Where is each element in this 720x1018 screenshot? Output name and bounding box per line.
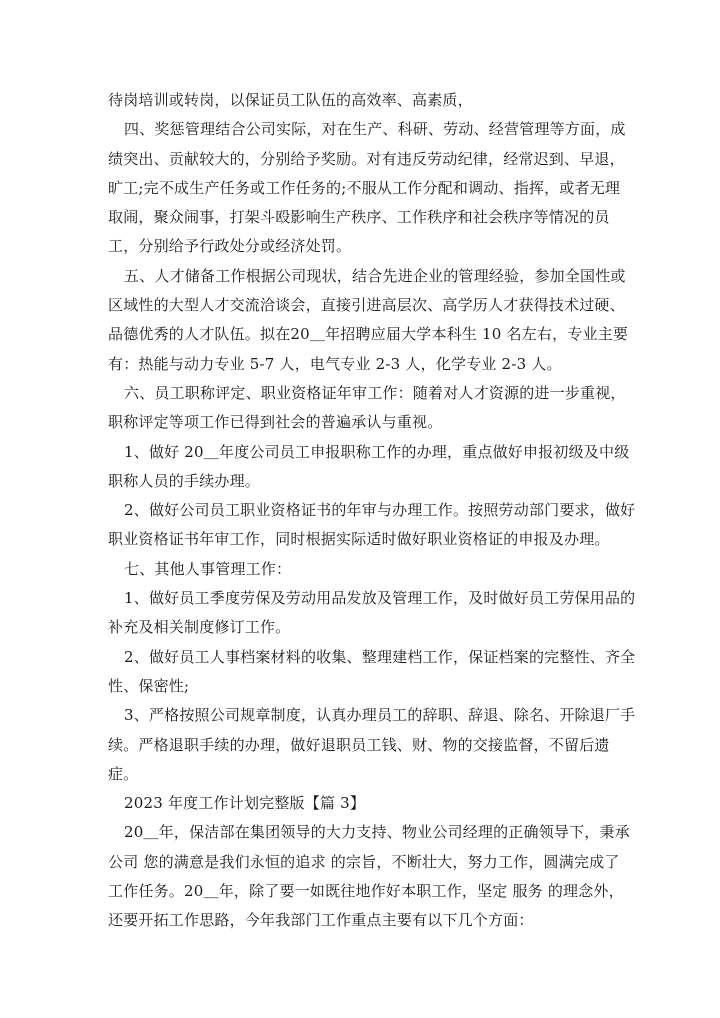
- text-line-2: 四、奖惩管理结合公司实际，对在生产、科研、劳动、经营管理等方面，成: [124, 120, 626, 139]
- text-line-12: 职称评定等项工作已得到社会的普遍承认与重视。: [108, 413, 443, 432]
- text-line-20: 2、做好员工人事档案材料的收集、整理建档工作，保证档案的完整性、齐全: [124, 647, 636, 666]
- text-line-18: 1、做好员工季度劳保及劳动用品发放及管理工作，及时做好员工劳保用品的: [124, 589, 636, 608]
- text-line-19: 补充及相关制度修订工作。: [108, 618, 291, 637]
- text-line-6: 工，分别给予行政处分或经济处罚。: [108, 237, 352, 256]
- text-line-13: 1、做好 20＿年度公司员工申报职称工作的办理，重点做好申报初级及中级: [124, 442, 630, 461]
- text-line-21: 性、保密性;: [108, 676, 190, 695]
- document-body: [108, 86, 636, 936]
- text-line-28: 工作任务。20＿年，除了要一如既往地作好本职工作，坚定 服务 的理念外，: [108, 882, 624, 901]
- text-line-5: 取闹，聚众闹事，打架斗殴影响生产秩序、工作秩序和社会秩序等情况的员: [108, 208, 610, 227]
- text-line-16: 职业资格证书年审工作，同时根据实际适时做好职业资格证的申报及办理。: [108, 530, 610, 549]
- text-line-17: 七、其他人事管理工作：: [124, 559, 292, 578]
- text-line-8: 区域性的大型人才交流洽谈会，直接引进高层次、高学历人才获得技术过硬、: [108, 296, 625, 315]
- text-line-27: 公司 您的满意是我们永恒的追求 的宗旨，不断壮大，努力工作，圆满完成了: [108, 852, 620, 871]
- text-line-9: 品德优秀的人才队伍。拟在20＿年招聘应届大学本科生 10 名左右，专业主要: [108, 325, 629, 344]
- text-line-4: 旷工;完不成生产任务或工作任务的;不服从工作分配和调动、指挥，或者无理: [108, 178, 621, 197]
- text-line-10: 有：热能与动力专业 5-7 人，电气专业 2-3 人，化学专业 2-3 人。: [108, 354, 562, 373]
- section-heading: 2023 年度工作计划完整版【篇 3】: [124, 794, 366, 813]
- text-line-29: 还要开拓工作思路，今年我部门工作重点主要有以下几个方面：: [108, 911, 534, 930]
- text-line-22: 3、严格按照公司规章制度，认真办理员工的辞职、辞退、除名、开除退厂手: [124, 706, 636, 725]
- text-line-3: 绩突出、贡献较大的，分别给予奖励。对有违反劳动纪律，经常迟到、早退，: [108, 149, 625, 168]
- text-line-24: 症。: [108, 764, 139, 783]
- text-line-15: 2、做好公司员工职业资格证书的年审与办理工作。按照劳动部门要求，做好: [124, 501, 636, 520]
- text-line-1: 待岗培训或转岗，以保证员工队伍的高效率、高素质，: [108, 91, 473, 109]
- text-line-23: 续。严格退职手续的办理，做好退职员工钱、财、物的交接监督，不留后遗: [108, 735, 610, 754]
- text-line-26: 20＿年，保洁部在集团领导的大力支持、物业公司经理的正确领导下，秉承: [124, 823, 630, 842]
- text-line-14: 职称人员的手续办理。: [108, 471, 261, 490]
- text-line-11: 六、员工职称评定、职业资格证年审工作：随着对人才资源的进一步重视，: [124, 383, 626, 402]
- text-line-7: 五、人才储备工作根据公司现状，结合先进企业的管理经验，参加全国性或: [124, 266, 626, 285]
